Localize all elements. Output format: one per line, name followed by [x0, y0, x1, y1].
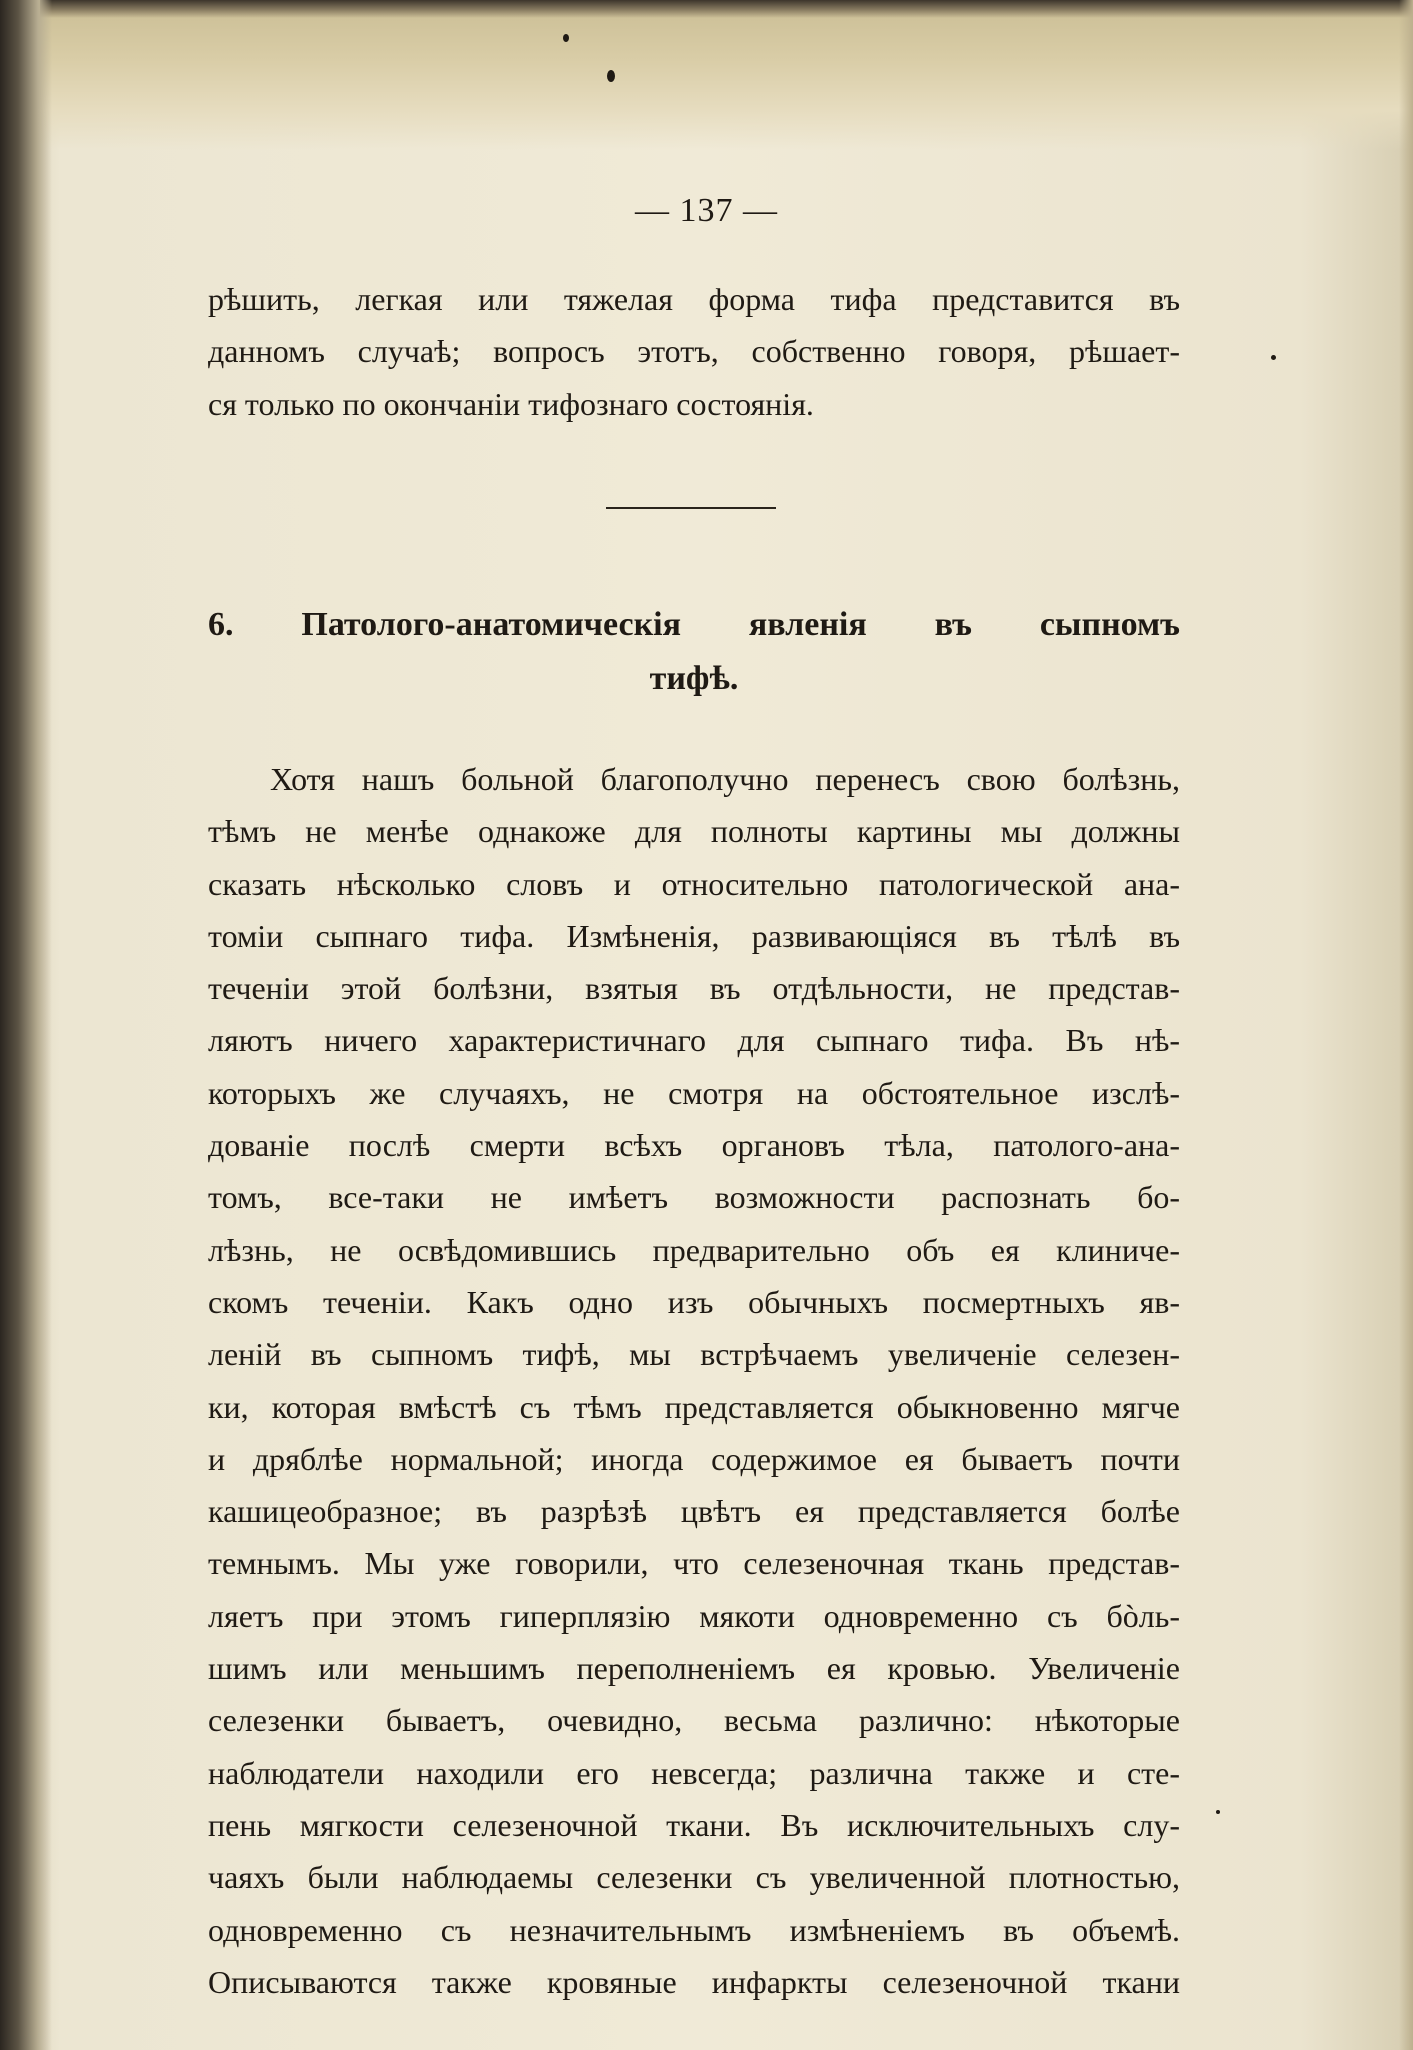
text-line: томіи сыпнаго тифа. Измѣненія, развивающіяся въ тѣлѣ въ [208, 917, 1180, 954]
text-line: сказать нѣсколько словъ и относительно патологической ана- [208, 865, 1180, 902]
ink-speck [607, 70, 615, 82]
section-heading [208, 598, 1180, 706]
intro-paragraph [208, 273, 1180, 430]
text-line: кашицеобразное; въ разрѣзѣ цвѣтъ ея представляется болѣе [208, 1493, 1180, 1530]
body-paragraph [208, 753, 1180, 2008]
ink-speck [1216, 1810, 1220, 1814]
text-line: ляетъ при этомъ гиперплязію мякоти одновременно съ бòль- [208, 1597, 1180, 1634]
heading-line: тифѣ. [649, 660, 739, 697]
text-line: одновременно съ незначительнымъ измѣненіемъ въ объемѣ. [208, 1911, 1180, 1948]
text-line: тѣмъ не менѣе однакоже для полноты картины мы должны [208, 813, 1180, 850]
text-line: скомъ теченіи. Какъ одно изъ обычныхъ посмертныхъ яв- [208, 1283, 1180, 1320]
text-line: Хотя нашъ больной благополучно перенесъ свою болѣзнь, [270, 761, 1180, 797]
text-line: ки, которая вмѣстѣ съ тѣмъ представляется обыкновенно мягче [208, 1388, 1180, 1425]
text-line: шимъ или меньшимъ переполненіемъ ея кровью. Увеличеніе [208, 1650, 1180, 1687]
text-line: дованіе послѣ смерти всѣхъ органовъ тѣла, патолого-ана- [208, 1127, 1180, 1164]
text-line: которыхъ же случаяхъ, не смотря на обстоятельное изслѣ- [208, 1074, 1180, 1111]
text-line: и дряблѣе нормальной; иногда содержимое ея бываетъ почти [208, 1440, 1180, 1477]
ink-speck [563, 34, 569, 42]
text-line: чаяхъ были наблюдаемы селезенки съ увеличенной плотностью, [208, 1859, 1180, 1896]
text-line: данномъ случаѣ; вопросъ этотъ, собственно говоря, рѣшает- [208, 333, 1180, 370]
text-line: Описываются также кровяные инфаркты селезеночной ткани [208, 1963, 1180, 2000]
ink-speck [1271, 355, 1276, 360]
page-top-edge [40, 0, 1413, 18]
heading-line: 6. Патолого-анатомическія явленія въ сыпномъ [208, 606, 1180, 643]
text-line: ляютъ ничего характеристичнаго для сыпнаго тифа. Въ нѣ- [208, 1022, 1180, 1059]
text-line: ся только по окончаніи тифознаго состоянія. [208, 385, 814, 422]
text-line: рѣшить, легкая или тяжелая форма тифа представится въ [208, 281, 1180, 317]
text-line: селезенки бываетъ, очевидно, весьма различно: нѣкоторые [208, 1702, 1180, 1739]
text-line: томъ, все-таки не имѣетъ возможности распознать бо- [208, 1179, 1180, 1216]
binding-shadow [0, 0, 52, 2050]
page-number: — 137 — [635, 192, 778, 229]
page-top-shading [0, 0, 1413, 150]
text-line: наблюдатели находили его невсегда; различна также и сте- [208, 1754, 1180, 1791]
section-divider [606, 507, 776, 509]
text-line: пень мягкости селезеночной ткани. Въ исключительныхъ слу- [208, 1806, 1180, 1843]
text-line: леній въ сыпномъ тифѣ, мы встрѣчаемъ увеличеніе селезен- [208, 1336, 1180, 1373]
text-line: теченіи этой болѣзни, взятыя въ отдѣльности, не представ- [208, 970, 1180, 1007]
text-line: темнымъ. Мы уже говорили, что селезеночная ткань представ- [208, 1545, 1180, 1582]
page-right-edge [1399, 0, 1413, 2050]
text-line: лѣзнь, не освѣдомившись предварительно объ ея клиниче- [208, 1231, 1180, 1268]
